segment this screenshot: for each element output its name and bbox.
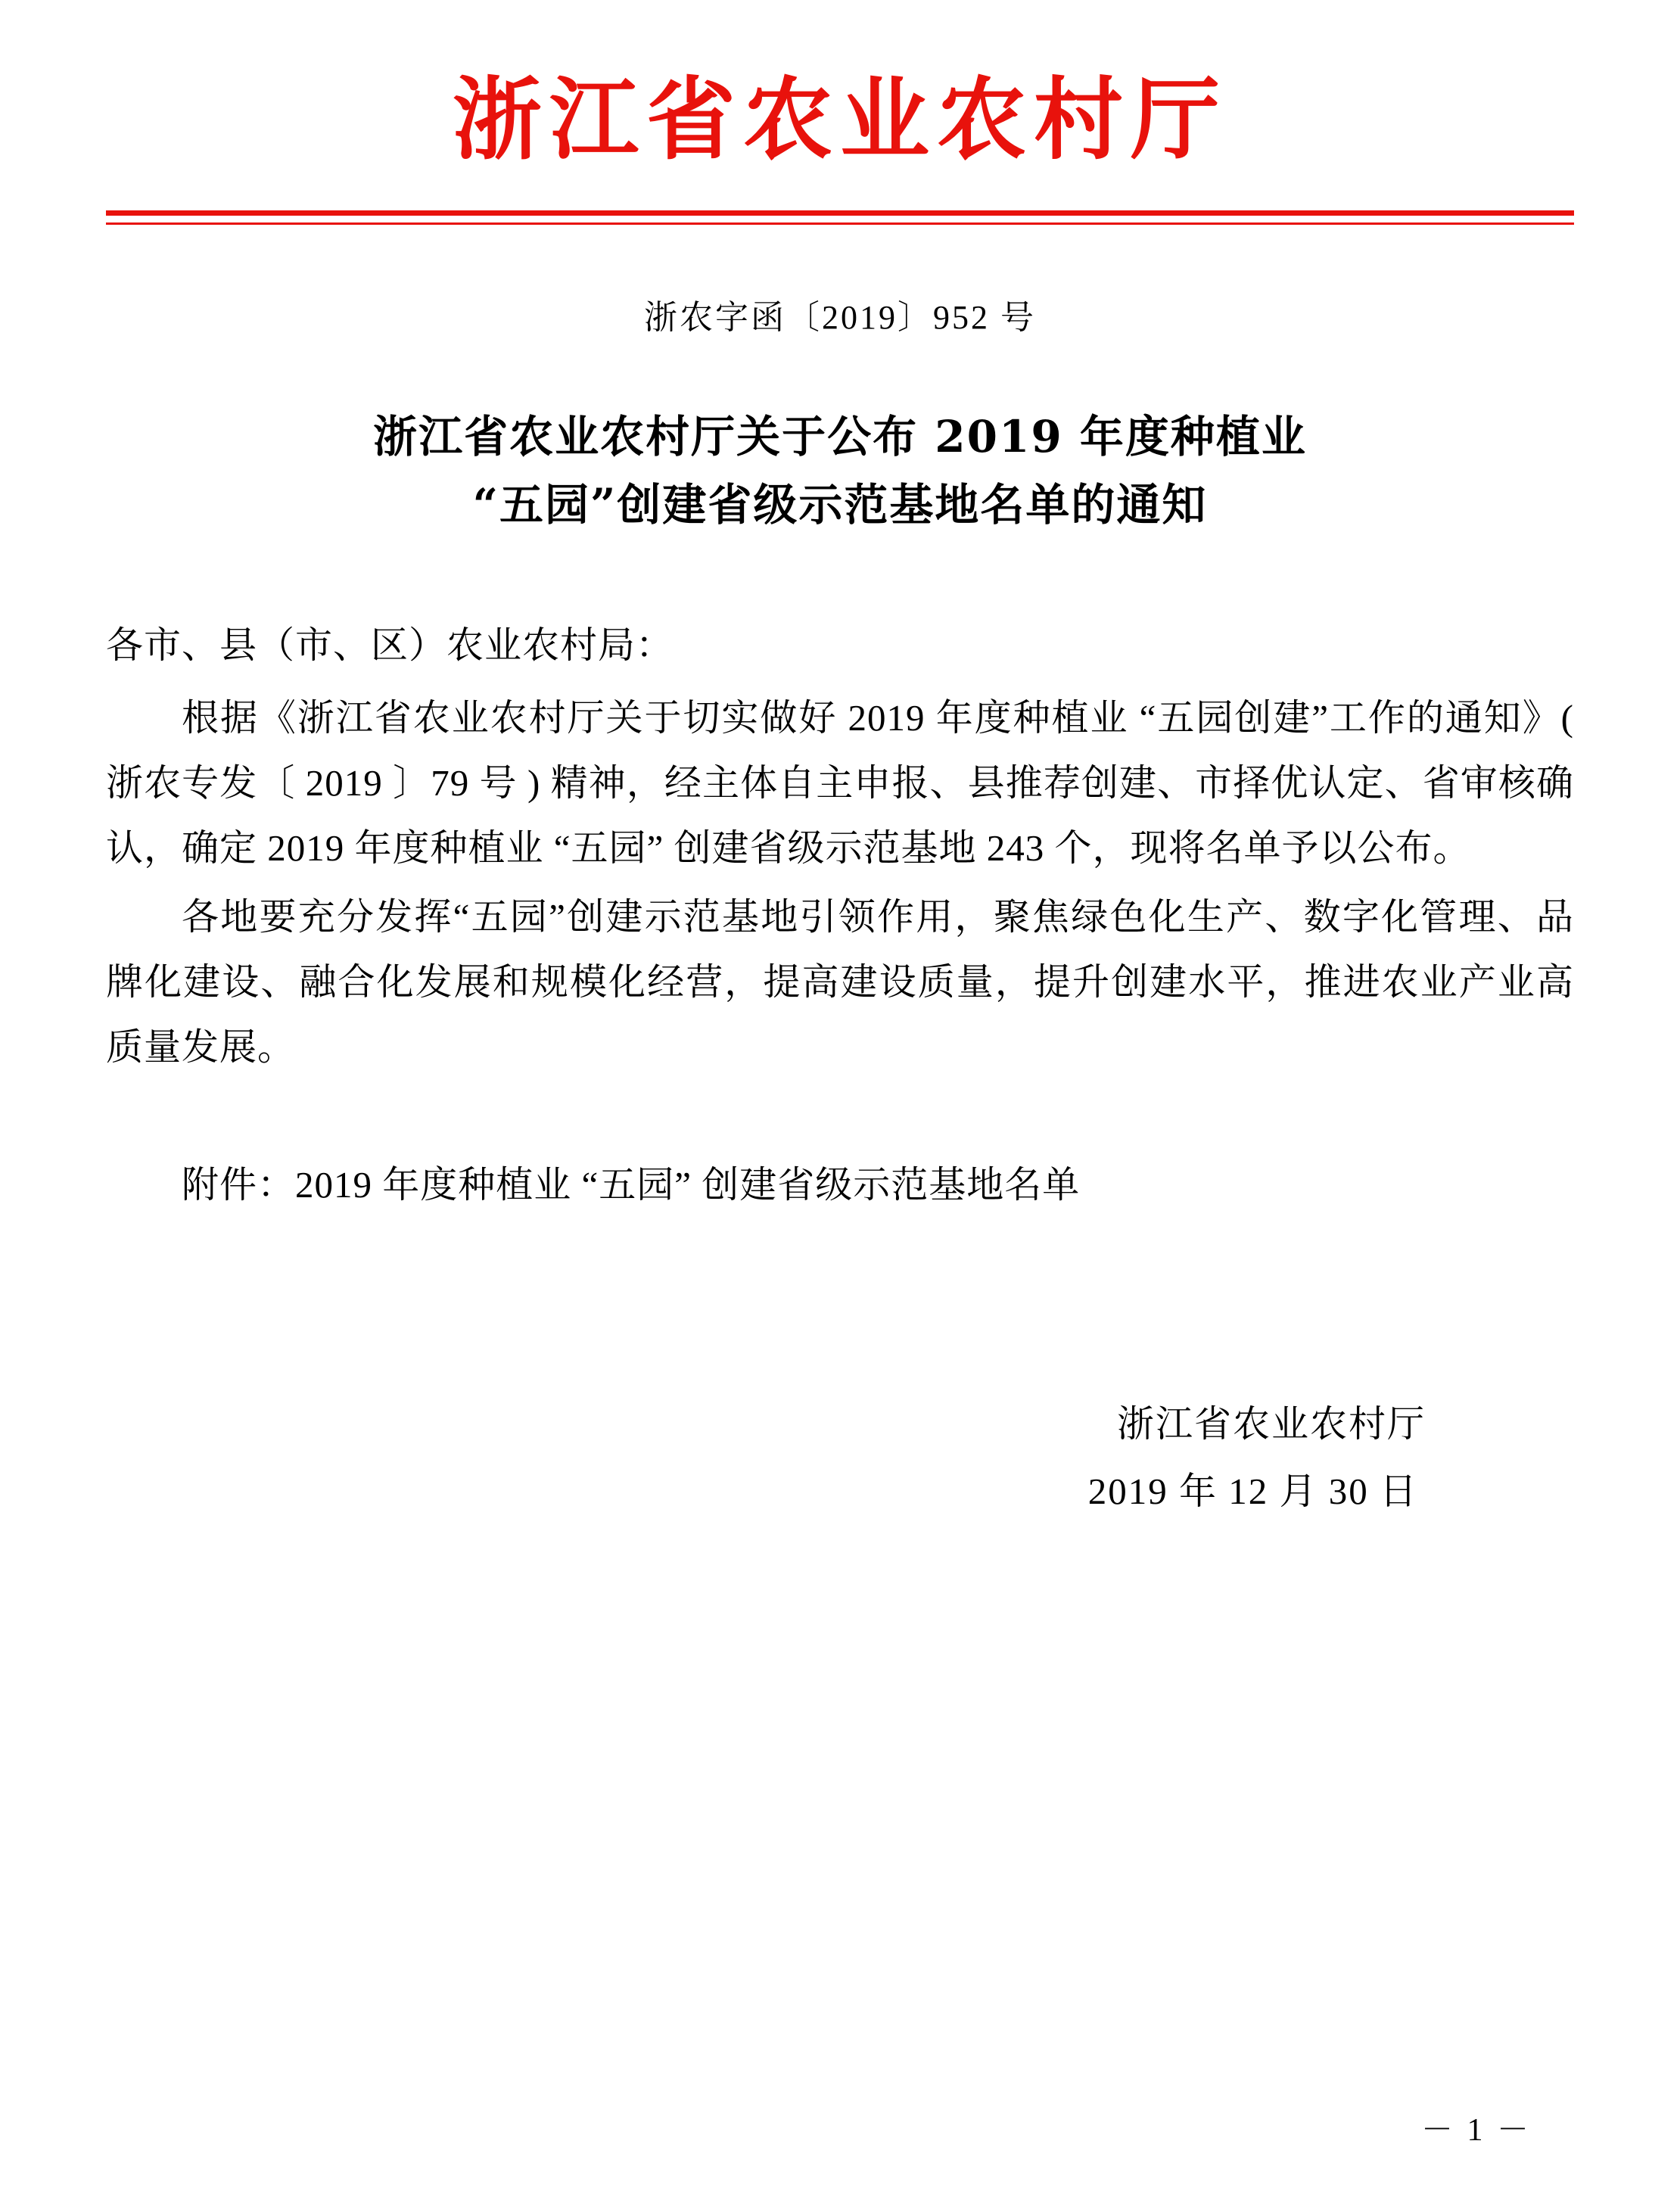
document-title-line-2: “五园”创建省级示范基地名单的通知 [472, 478, 1208, 531]
document-title-line-1: 浙江省农业农村厅关于公布 2019 年度种植业 [373, 410, 1307, 462]
salutation: 各市、县（市、区）农业农村局： [106, 624, 674, 667]
signature-block [106, 1391, 1574, 1524]
signature-organization: 浙江省农业农村厅 [1116, 1403, 1426, 1445]
letterhead-divider [106, 210, 1574, 225]
document-number: 浙农字函〔2019〕952 号 [644, 298, 1036, 336]
letterhead-organization-title: 浙江省农业农村厅 [452, 67, 1227, 172]
letterhead [106, 0, 1574, 225]
document-title [106, 403, 1574, 540]
document-body [106, 613, 1574, 1217]
page-number: － 1 － [1420, 2113, 1532, 2148]
letterhead-rule-thin [106, 222, 1574, 225]
letterhead-rule-thick [106, 210, 1574, 216]
signature-date: 2019 年 12 月 30 日 [1087, 1470, 1418, 1512]
body-paragraph-2: 各地要充分发挥“五园”创建示范基地引领作用，聚焦绿色化生产、数字化管理、品牌化建设、融合化发展和规模化经营，提高建设质量，提升创建水平，推进农业产业高质量发展。 [106, 896, 1574, 1068]
letterhead-rule-gap [106, 216, 1574, 222]
body-paragraph-1: 根据《浙江省农业农村厅关于切实做好 2019 年度种植业 “五园创建”工作的通知》( 浙农专发〔 2019 〕79 号 ) 精神，经主体自主申报、县推荐创建、市择优认定、省审核确认，确定 2019 年度种植业 “五园” 创建省级示范基地 243 个，现将名单予以公布。 [106, 697, 1574, 869]
attachment-line: 附件：2019 年度种植业 “五园” 创建省级示范基地名单 [182, 1163, 1081, 1206]
